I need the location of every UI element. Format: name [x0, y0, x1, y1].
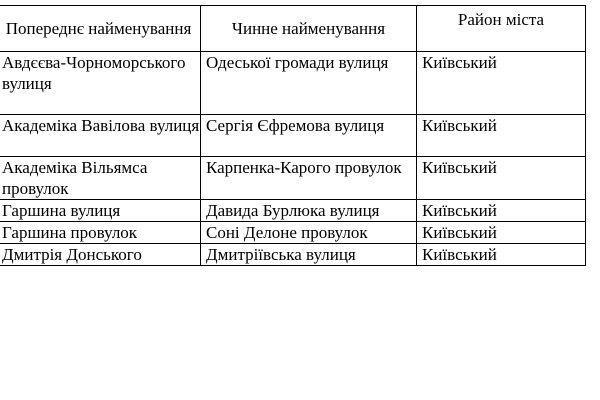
cell-district: Київський: [417, 115, 586, 157]
table-row: [0, 157, 586, 200]
cell-current-name: Дмитріївська вулиця: [201, 244, 417, 266]
cell-previous-name: Академіка Вільямса провулок: [0, 157, 201, 200]
cell-district: Київський: [417, 157, 586, 200]
cell-district: Київський: [417, 222, 586, 244]
cell-previous-name: Авдєєва-Чорноморського вулиця: [0, 52, 201, 115]
header-current-name: Чинне найменування: [201, 6, 417, 52]
cell-district: Київський: [417, 244, 586, 266]
table-row: [0, 200, 586, 222]
table-header-row: [0, 6, 586, 52]
street-renaming-table: [0, 5, 586, 266]
cell-previous-name: Гаршина провулок: [0, 222, 201, 244]
header-previous-name: Попереднє найменування: [0, 6, 201, 52]
cell-current-name: Одеської громади вулиця: [201, 52, 417, 115]
table-row: [0, 115, 586, 157]
table-row: [0, 244, 586, 266]
table-row: [0, 222, 586, 244]
cell-current-name: Соні Делоне провулок: [201, 222, 417, 244]
cell-previous-name: Академіка Вавілова вулиця: [0, 115, 201, 157]
cell-district: Київський: [417, 52, 586, 115]
cell-district: Київський: [417, 200, 586, 222]
cell-current-name: Давида Бурлюка вулиця: [201, 200, 417, 222]
cell-current-name: Карпенка-Карого провулок: [201, 157, 417, 200]
header-city-district: Район міста: [417, 6, 586, 52]
table-row: [0, 52, 586, 115]
cell-previous-name: Дмитрія Донського: [0, 244, 201, 266]
cell-previous-name: Гаршина вулиця: [0, 200, 201, 222]
cell-current-name: Сергія Єфремова вулиця: [201, 115, 417, 157]
